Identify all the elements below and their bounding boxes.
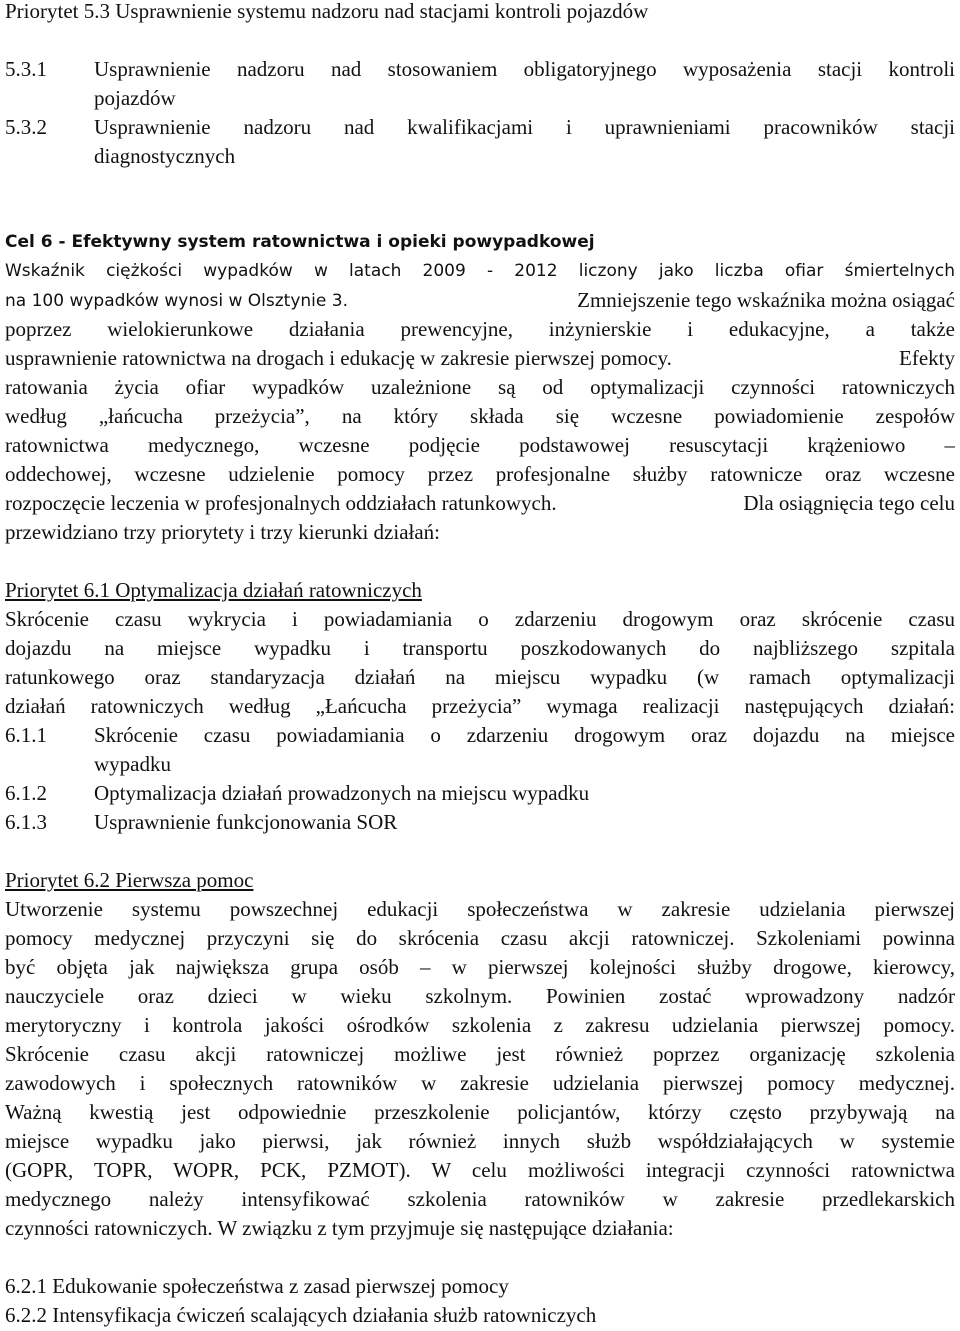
priority-6-2-text-line: Utworzenie systemu powszechnej edukacji społeczeństwa w zakresie udzielania pierwszej — [5, 897, 955, 921]
priority-6-1-text-line: działań ratowniczych według „Łańcucha przeżycia” wymaga realizacji następujących działań: — [5, 694, 955, 718]
goal-6-text-line — [5, 344, 955, 373]
item-number: 6.1.2 — [5, 781, 47, 805]
priority-6-2-text-line: miejsce wypadku jako pierwsi, jak również innych służb współdziałających w systemie — [5, 1129, 955, 1153]
item-text: Usprawnienie nadzoru nad kwalifikacjami i uprawnieniami pracowników stacji — [94, 115, 955, 139]
goal-6-text-sans: na 100 wypadków wynosi w Olsztynie 3. — [5, 291, 348, 311]
priority-6-1-text-line: ratunkowego oraz standaryzacja działań na miejscu wypadku (w ramach optymalizacji — [5, 665, 955, 689]
priority-6-2-text-line: merytoryczny i kontrola jakości ośrodków szkolenia z zakresu udzielania pierwszej pomocy. — [5, 1013, 955, 1037]
item-number: 5.3.2 — [5, 115, 47, 139]
priority-6-2-item: 6.2.2 Intensyfikacja ćwiczeń scalających działania służb ratowniczych — [5, 1303, 597, 1327]
priority-6-1-heading: Priorytet 6.1 Optymalizacja działań ratowniczych — [5, 578, 422, 602]
goal-6-heading: Cel 6 - Efektywny system ratownictwa i opieki powypadkowej — [5, 232, 595, 252]
priority-6-2-text-line: pomocy medycznej przyczyni się do skrócenia czasu akcji ratowniczej. Szkoleniami powinna — [5, 926, 955, 950]
goal-6-text-line: według „łańcucha przeżycia”, na który składa się wczesne powiadomienie zespołów — [5, 404, 955, 428]
priority-5-3-heading: Priorytet 5.3 Usprawnienie systemu nadzoru nad stacjami kontroli pojazdów — [5, 0, 649, 23]
item-number: 6.1.1 — [5, 723, 47, 747]
priority-6-2-heading: Priorytet 6.2 Pierwsza pomoc — [5, 868, 254, 892]
item-text: Optymalizacja działań prowadzonych na miejscu wypadku — [94, 781, 590, 805]
item-text: diagnostycznych — [94, 144, 236, 168]
item-number: 6.1.3 — [5, 810, 47, 834]
priority-6-2-text-line: nauczyciele oraz dzieci w wieku szkolnym. Powinien zostać wprowadzony nadzór — [5, 984, 955, 1008]
item-text: Usprawnienie nadzoru nad stosowaniem obligatoryjnego wyposażenia stacji kontroli — [94, 57, 955, 81]
priority-6-2-text-line: (GOPR, TOPR, WOPR, PCK, PZMOT). W celu możliwości integracji czynności ratownictwa — [5, 1158, 955, 1182]
goal-6-text-line: poprzez wielokierunkowe działania prewencyjne, inżynierskie i edukacyjne, a także — [5, 317, 955, 341]
item-number: 5.3.1 — [5, 57, 47, 81]
goal-6-text-line: ratownictwa medycznego, wczesne podjęcie podstawowej resuscytacji krążeniowo – — [5, 433, 955, 457]
goal-6-text-span: Dla osiągnięcia tego celu — [743, 491, 955, 515]
goal-6-text-span: usprawnienie ratownictwa na drogach i edukację w zakresie pierwszej pomocy. — [5, 346, 672, 370]
item-text: pojazdów — [94, 86, 176, 110]
priority-6-1-text-line: Skrócenie czasu wykrycia i powiadamiania o zdarzeniu drogowym oraz skrócenie czasu — [5, 607, 955, 631]
priority-6-1-text-line: dojazdu na miejsce wypadku i transportu poszkodowanych do najbliższego szpitala — [5, 636, 955, 660]
goal-6-text-line — [5, 286, 955, 316]
goal-6-text-span: Efekty — [899, 346, 955, 370]
priority-6-2-item: 6.2.1 Edukowanie społeczeństwa z zasad pierwszej pomocy — [5, 1274, 509, 1298]
goal-6-text-span: rozpoczęcie leczenia w profesjonalnych oddziałach ratunkowych. — [5, 491, 557, 515]
item-text: wypadku — [94, 752, 171, 776]
priority-6-2-text-line: zawodowych i społecznych ratowników w zakresie udzielania pierwszej pomocy medycznej. — [5, 1071, 955, 1095]
goal-6-text-line: ratowania życia ofiar wypadków uzależnione są od optymalizacji czynności ratowniczych — [5, 375, 955, 399]
goal-6-text-serif: Zmniejszenie tego wskaźnika można osiągać — [577, 288, 955, 312]
priority-6-2-text-line: być objęta jak największa grupa osób – w pierwszej kolejności służby drogowe, kierowcy, — [5, 955, 955, 979]
priority-6-2-text-line: medycznego należy intensyfikować szkolenia ratowników w zakresie przedlekarskich — [5, 1187, 955, 1211]
goal-6-text-line: przewidziano trzy priorytety i trzy kierunki działań: — [5, 520, 441, 544]
priority-6-2-text-line: Ważną kwestią jest odpowiednie przeszkolenie policjantów, którzy często przybywają na — [5, 1100, 955, 1124]
priority-6-2-text-line: czynności ratowniczych. W związku z tym przyjmuje się następujące działania: — [5, 1216, 674, 1240]
goal-6-text-line: oddechowej, wczesne udzielenie pomocy przez profesjonalne służby ratownicze oraz wczesne — [5, 462, 955, 486]
item-text: Skrócenie czasu powiadamiania o zdarzeniu drogowym oraz dojazdu na miejsce — [94, 723, 955, 747]
priority-6-2-text-line: Skrócenie czasu akcji ratowniczej możliwe jest również poprzez organizację szkolenia — [5, 1042, 955, 1066]
goal-6-text-line — [5, 489, 955, 518]
item-text: Usprawnienie funkcjonowania SOR — [94, 810, 398, 834]
goal-6-text-line: Wskaźnik ciężkości wypadków w latach 2009 - 2012 liczony jako liczba ofiar śmiertelnych — [5, 261, 955, 281]
